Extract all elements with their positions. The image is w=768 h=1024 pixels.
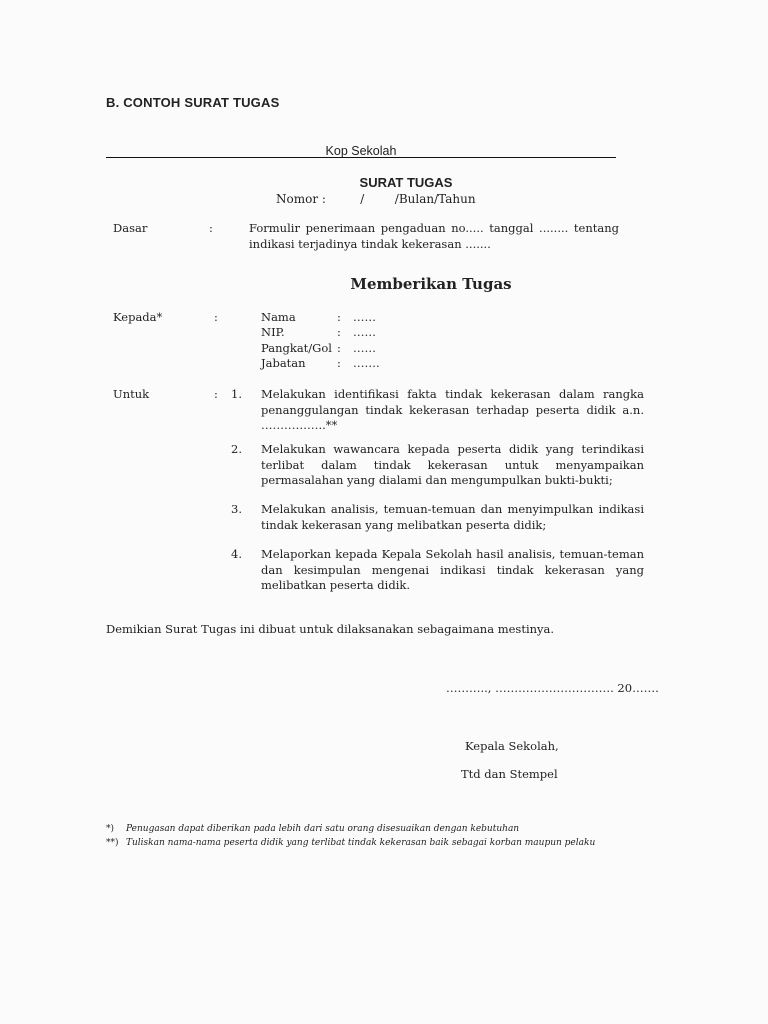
footnote-mark: *) [106, 824, 115, 834]
closing-statement: Demikian Surat Tugas ini dibuat untuk dilaksanakan sebagaimana mestinya. [106, 622, 555, 636]
letter-title: SURAT TUGAS [359, 175, 453, 190]
assignment-heading: Memberikan Tugas [350, 275, 512, 293]
footnote [106, 824, 519, 834]
dasar-label: Dasar [113, 221, 148, 235]
task-number: 4. [231, 547, 242, 561]
section-title: B. CONTOH SURAT TUGAS [106, 95, 280, 110]
kepada-colon: : [214, 310, 218, 324]
field-label: Pangkat/Gol [261, 341, 332, 355]
field-colon: : [337, 356, 341, 370]
dasar-colon: : [209, 221, 213, 235]
dasar-text: Formulir penerimaan pengaduan no..... tanggal ........ tentang indikasi terjadinya tindak kekerasan ....... [249, 221, 619, 251]
letter-number: Nomor : / /Bulan/Tahun [276, 192, 476, 206]
field-value: ……. [353, 356, 380, 370]
field-label: Nama [261, 310, 296, 324]
letterhead-divider [106, 157, 616, 158]
task-text: Melakukan wawancara kepada peserta didik yang terindikasi terlibat dalam tindak kekerasan untuk menyampaikan permasalahan yang dialami dan mengumpulkan bukti-bukti; [261, 442, 644, 487]
field-colon: : [337, 341, 341, 355]
footnote-text: Tuliskan nama-nama peserta didik yang terlibat tindak kekerasan baik sebagai korban maupun pelaku [126, 838, 596, 848]
field-colon: : [337, 325, 341, 339]
field-label: Jabatan [261, 356, 306, 370]
field-colon: : [337, 310, 341, 324]
task-number: 3. [231, 502, 242, 516]
task-number: 2. [231, 442, 242, 456]
footnote-text: Penugasan dapat diberikan pada lebih dari satu orang disesuaikan dengan kebutuhan [126, 824, 520, 834]
signature-stamp-note: Ttd dan Stempel [461, 767, 558, 781]
untuk-colon: : [214, 387, 218, 401]
kepada-label: Kepada* [113, 310, 163, 324]
field-value: …… [353, 341, 376, 355]
place-date-line: ……….., …………………………. 20……. [446, 681, 659, 695]
untuk-label: Untuk [113, 387, 150, 401]
field-label: NIP. [261, 325, 285, 339]
footnote [106, 838, 595, 848]
field-value: …… [353, 325, 376, 339]
task-text: Melaporkan kepada Kepala Sekolah hasil analisis, temuan-teman dan kesimpulan mengenai indikasi tindak kekerasan yang melibatkan peserta didik. [261, 547, 644, 592]
field-value: …… [353, 310, 376, 324]
task-text: Melakukan identifikasi fakta tindak kekerasan dalam rangka penanggulangan tindak kekerasan terhadap peserta didik a.n. ……………..** [261, 387, 644, 432]
footnote-mark: **) [106, 838, 119, 848]
task-number: 1. [231, 387, 242, 401]
task-text: Melakukan analisis, temuan-temuan dan menyimpulkan indikasi tindak kekerasan yang melibatkan peserta didik; [261, 502, 644, 532]
letterhead-placeholder: Kop Sekolah [325, 144, 397, 158]
signer-title: Kepala Sekolah, [465, 739, 559, 753]
